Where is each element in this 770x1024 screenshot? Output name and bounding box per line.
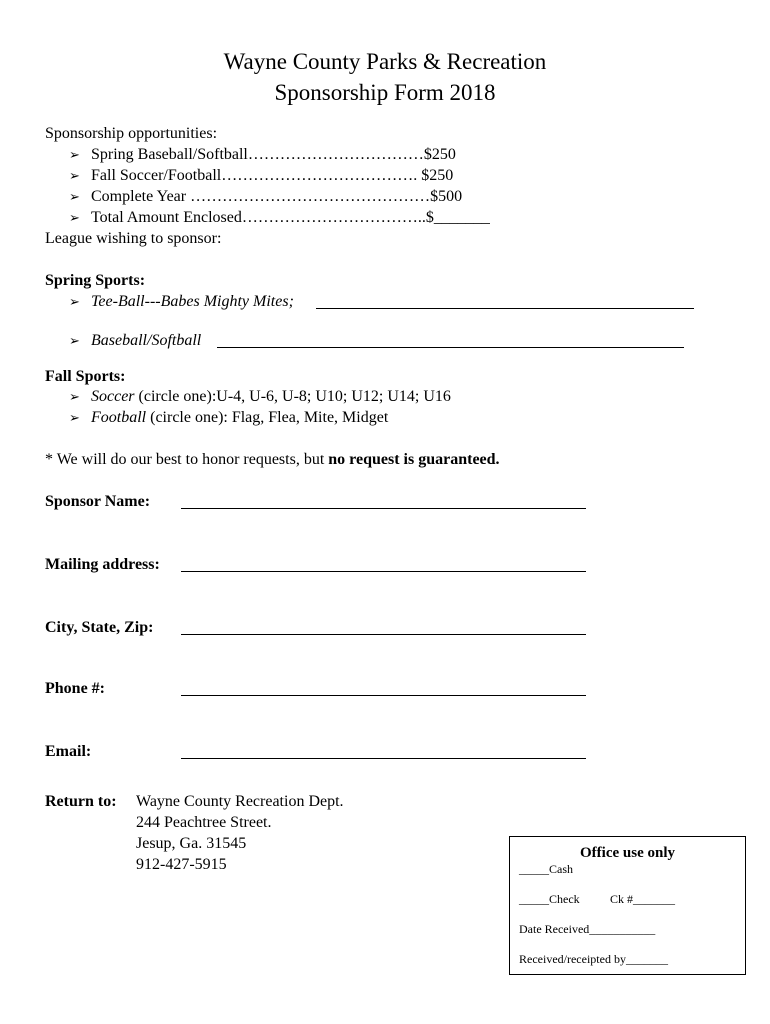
mailing-address-label: Mailing address: bbox=[45, 556, 160, 573]
mailing-address-field[interactable] bbox=[181, 571, 586, 572]
football-label: Football bbox=[91, 409, 147, 426]
return-address-line3: Jesup, Ga. 31545 bbox=[136, 835, 247, 852]
soccer-options[interactable]: (circle one):U-4, U-6, U-8; U10; U12; U14; U16 bbox=[134, 388, 451, 405]
office-cash[interactable]: _____Cash bbox=[519, 862, 573, 876]
phone-field[interactable] bbox=[181, 695, 586, 696]
bullet-arrow-icon: ➢ bbox=[69, 210, 80, 225]
return-address-line2: 244 Peachtree Street. bbox=[136, 814, 272, 831]
note-text: * We will do our best to honor requests, but bbox=[45, 451, 329, 468]
office-use-heading: Office use only bbox=[580, 845, 675, 861]
opportunity-total-enclosed[interactable]: Total Amount Enclosed……………………………..$_______ bbox=[91, 209, 490, 226]
office-date-received[interactable]: Date Received___________ bbox=[519, 922, 656, 936]
guarantee-note bbox=[45, 450, 500, 470]
baseball-softball-label: Baseball/Softball bbox=[91, 332, 202, 349]
return-address-line1: Wayne County Recreation Dept. bbox=[136, 793, 344, 810]
football-options[interactable]: (circle one): Flag, Flea, Mite, Midget bbox=[146, 409, 389, 426]
bullet-arrow-icon: ➢ bbox=[69, 147, 80, 162]
note-bold: no request is guaranteed. bbox=[328, 451, 500, 468]
form-subtitle: Sponsorship Form 2018 bbox=[274, 80, 496, 105]
bullet-arrow-icon: ➢ bbox=[69, 294, 80, 309]
office-check[interactable]: _____Check bbox=[519, 892, 580, 906]
return-to-label: Return to: bbox=[45, 793, 117, 810]
opportunity-fall: Fall Soccer/Football………………………………. $250 bbox=[91, 167, 454, 184]
bullet-arrow-icon: ➢ bbox=[69, 168, 80, 183]
email-field[interactable] bbox=[181, 758, 586, 759]
return-address-line4: 912-427-5915 bbox=[136, 856, 227, 873]
email-label: Email: bbox=[45, 743, 92, 760]
bullet-arrow-icon: ➢ bbox=[69, 189, 80, 204]
office-check-number[interactable]: Ck #_______ bbox=[610, 892, 676, 906]
fall-sports-heading: Fall Sports: bbox=[45, 368, 126, 385]
opportunity-complete-year: Complete Year ………………………………………$500 bbox=[91, 188, 463, 205]
bullet-arrow-icon: ➢ bbox=[69, 389, 80, 404]
city-state-zip-label: City, State, Zip: bbox=[45, 619, 154, 636]
bullet-arrow-icon: ➢ bbox=[69, 333, 80, 348]
city-state-zip-field[interactable] bbox=[181, 634, 586, 635]
opportunity-spring: Spring Baseball/Softball……………………………$250 bbox=[91, 146, 456, 163]
opportunities-heading: Sponsorship opportunities: bbox=[45, 125, 218, 142]
phone-label: Phone #: bbox=[45, 680, 105, 697]
football-line bbox=[91, 408, 388, 428]
league-label: League wishing to sponsor: bbox=[45, 230, 222, 247]
teeball-fill-line[interactable] bbox=[316, 308, 694, 309]
soccer-line bbox=[91, 387, 451, 407]
teeball-label: Tee-Ball---Babes Mighty Mites; bbox=[91, 293, 294, 310]
office-use-box bbox=[509, 836, 746, 975]
form-title: Wayne County Parks & Recreation bbox=[223, 49, 547, 74]
sponsor-name-field[interactable] bbox=[181, 508, 586, 509]
office-received-by[interactable]: Received/receipted by_______ bbox=[519, 952, 668, 966]
baseball-softball-fill-line[interactable] bbox=[217, 347, 684, 348]
sponsor-name-label: Sponsor Name: bbox=[45, 493, 151, 510]
spring-sports-heading: Spring Sports: bbox=[45, 272, 146, 289]
soccer-label: Soccer bbox=[91, 388, 135, 405]
bullet-arrow-icon: ➢ bbox=[69, 410, 80, 425]
